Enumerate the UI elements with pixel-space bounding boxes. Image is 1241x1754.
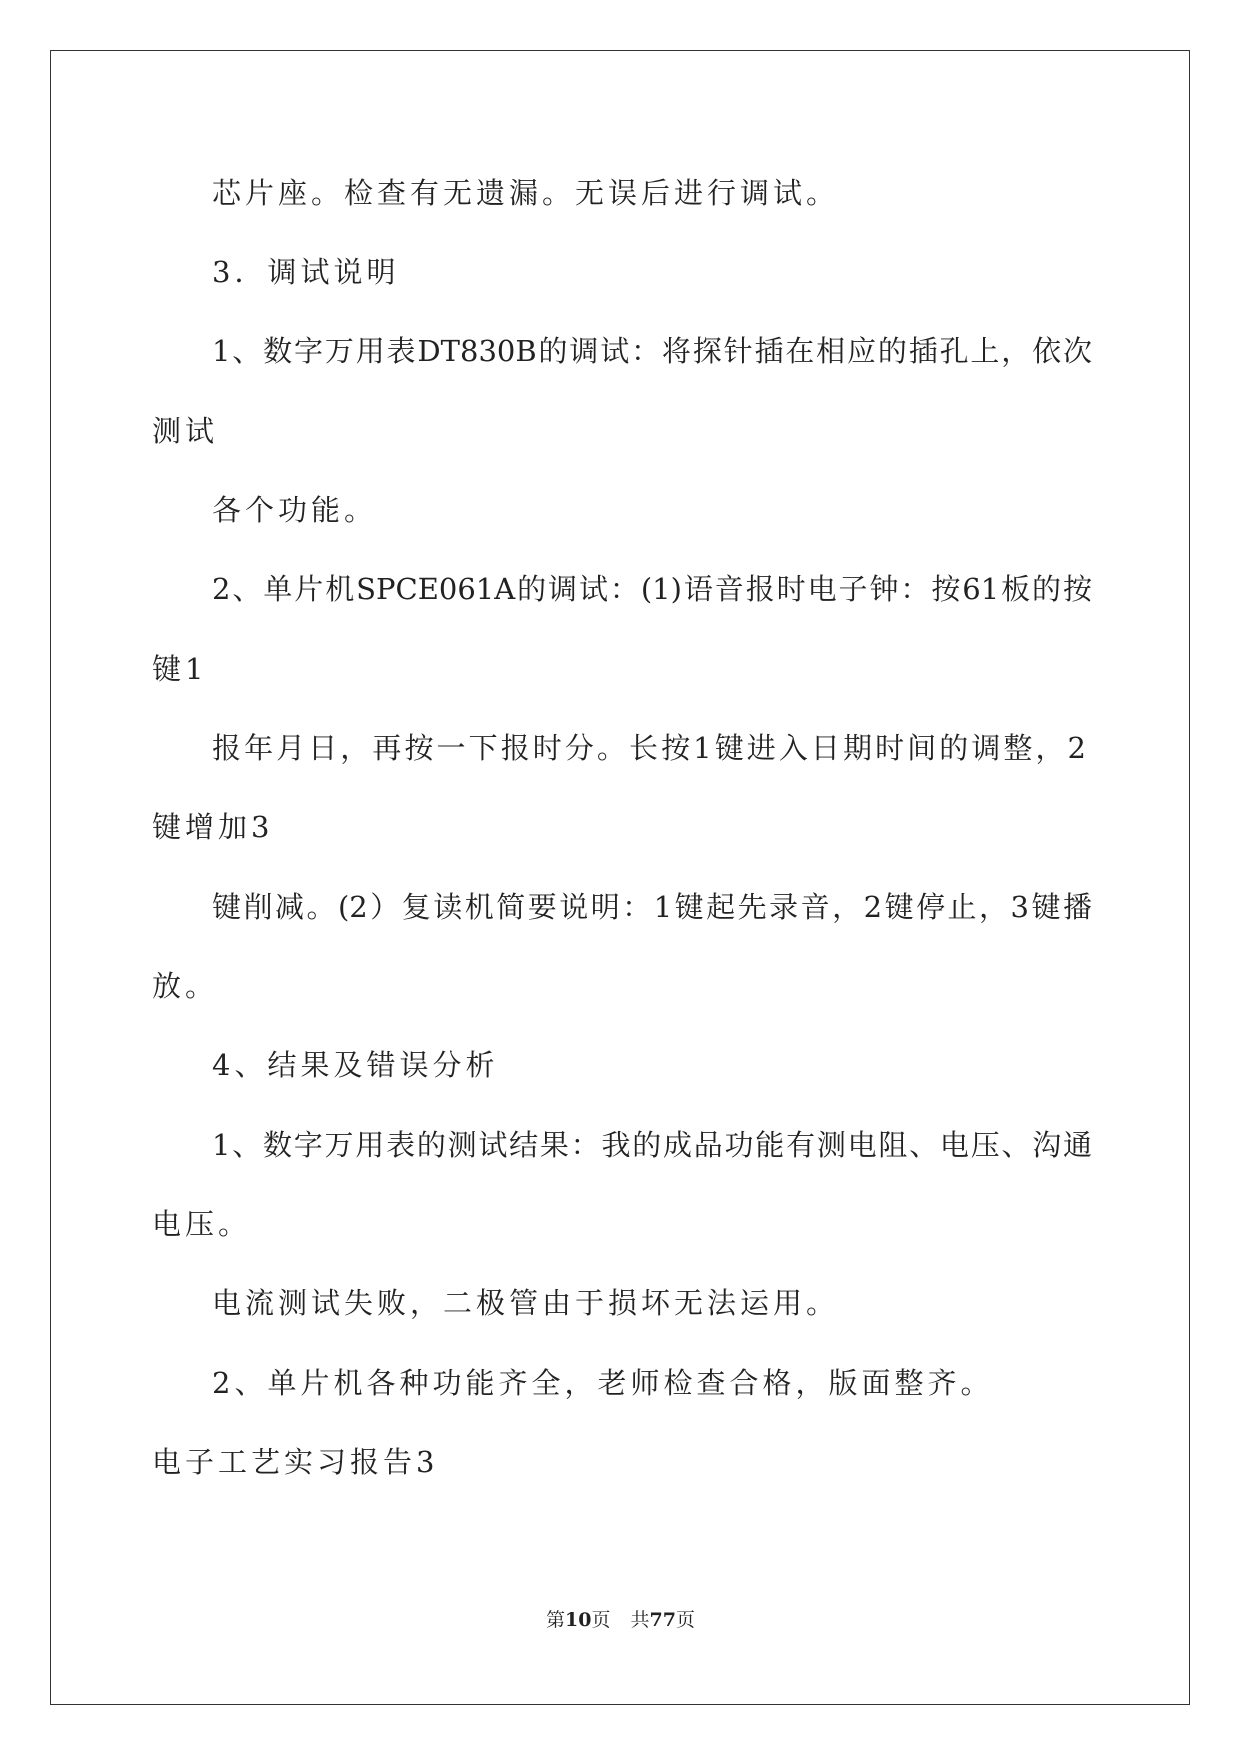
paragraph-line: 芯片座。检查有无遗漏。无误后进行调试。 <box>212 176 840 210</box>
paragraph-line: 键增加3 <box>152 810 274 844</box>
paragraph-line: 放。 <box>152 969 219 1003</box>
paragraph-line: 测试 <box>152 414 219 448</box>
paragraph-line: 报年月日，再按一下报时分。长按1键进入日期时间的调整，2 <box>212 731 1086 765</box>
paragraph-line: 2、单片机各种功能齐全，老师检查合格，版面整齐。 <box>212 1366 994 1400</box>
page-footer <box>0 1605 1241 1632</box>
paragraph-line: 2、单片机SPCE061A的调试：(1)语音报时电子钟：按61板的按 <box>212 572 1092 606</box>
paragraph-line: 1、数字万用表DT830B的调试：将探针插在相应的插孔上，依次 <box>212 334 1092 368</box>
paragraph-line: 电流测试失败，二极管由于损坏无法运用。 <box>212 1286 840 1320</box>
report-title: 电子工艺实习报告3 <box>152 1445 439 1479</box>
paragraph-line: 键削减。(2）复读机简要说明：1键起先录音，2键停止，3键播 <box>212 890 1092 924</box>
total-suffix: 页 <box>675 1609 695 1631</box>
page-prefix: 第 <box>546 1609 566 1631</box>
total-prefix: 共 <box>630 1609 650 1631</box>
page-suffix: 页 <box>591 1609 611 1631</box>
paragraph-line: 电压。 <box>152 1207 252 1241</box>
paragraph-line: 各个功能。 <box>212 493 378 527</box>
paragraph-line: 1、数字万用表的测试结果：我的成品功能有测电阻、电压、沟通 <box>212 1128 1092 1162</box>
section-heading: 3．调试说明 <box>212 255 400 289</box>
total-pages: 77 <box>649 1609 676 1631</box>
page-number: 10 <box>565 1609 592 1631</box>
section-heading: 4、结果及错误分析 <box>212 1048 499 1082</box>
paragraph-line: 键1 <box>152 652 208 686</box>
